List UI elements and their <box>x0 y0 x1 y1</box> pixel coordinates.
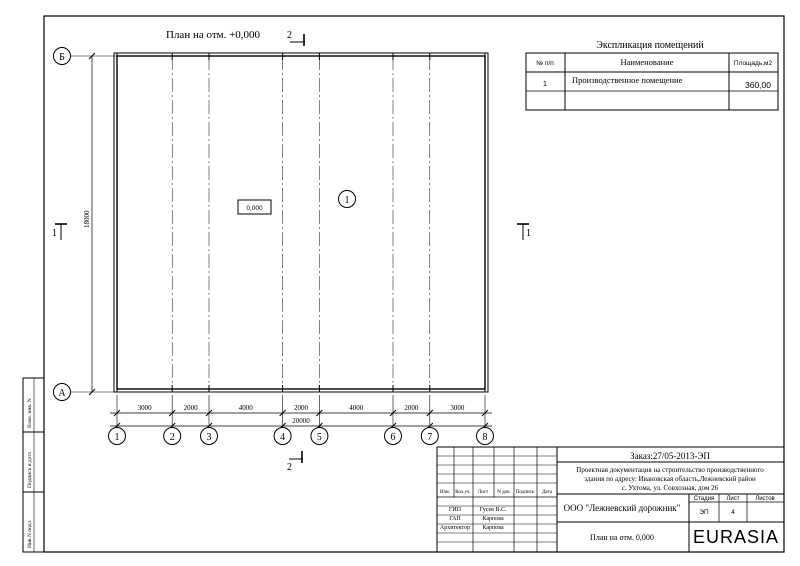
bay-dimension-label: 4000 <box>349 404 364 412</box>
building-outer-wall <box>114 53 488 392</box>
title-block-column-header: Подпись <box>515 490 535 495</box>
project-description-line: здания по адресу: Ивановская область,Лежневский район <box>584 475 756 483</box>
svg-text:А: А <box>58 388 66 399</box>
project-description-line: Проектная документация на строительство производственного <box>576 466 764 474</box>
axis-label: 3 <box>206 432 212 443</box>
horizontal-dimensions <box>110 395 492 429</box>
explication-cell: 360,00 <box>745 80 771 90</box>
stage-header: Стадия <box>693 496 715 502</box>
explication-cell: 1 <box>543 81 547 88</box>
axis-label: 7 <box>427 432 433 443</box>
staff-role: ГИП <box>448 507 462 513</box>
title-block <box>437 447 784 552</box>
svg-text:1: 1 <box>526 228 531 239</box>
level-mark <box>238 200 271 214</box>
title-block-column-header: N док. <box>497 490 511 495</box>
staff-name: Карпова <box>482 525 504 531</box>
side-stamp <box>23 378 44 552</box>
side-stamp-label: Инв.N подл. <box>27 519 33 548</box>
column-gridlines <box>117 53 485 392</box>
axis-label: 5 <box>316 432 322 443</box>
side-stamp-label: Взам. инв. N <box>27 398 33 428</box>
explication-cell: Производственное помещение <box>572 75 683 85</box>
staff-role: ГАП <box>449 516 461 522</box>
staff-name: Карпова <box>482 516 504 522</box>
title-block-column-header: Изм. <box>440 490 450 495</box>
svg-text:1: 1 <box>344 195 350 206</box>
sheet-number: 4 <box>731 509 735 516</box>
explication-header: № п/п <box>536 60 554 67</box>
eurasia-logo: EURASIA <box>692 527 780 547</box>
bay-dimension-labels <box>138 404 465 412</box>
order-number: Заказ:27/05-2013-ЭП <box>630 451 710 461</box>
axis-label: 1 <box>114 432 120 443</box>
axis-label: 2 <box>169 432 175 443</box>
section-marker-left <box>52 224 67 240</box>
section-marker-top <box>287 30 305 46</box>
total-dimension: 20000 <box>292 417 310 425</box>
plan-title: План на отм. +0,000 <box>166 29 261 41</box>
stage-value: ЭП <box>699 509 709 516</box>
title-block-column-header: Дата <box>542 490 552 495</box>
axis-label: 4 <box>280 432 286 443</box>
title-block-column-header: Лист <box>477 490 489 495</box>
explication-header: Площадь,м2 <box>733 60 773 67</box>
bay-dimension-label: 2000 <box>294 404 308 412</box>
bay-dimension-label: 2000 <box>183 404 198 412</box>
section-marker-right <box>517 224 531 240</box>
stage-header: Листов <box>755 496 775 502</box>
axis-label: 6 <box>390 432 396 443</box>
section-marker-bottom <box>287 451 303 473</box>
svg-text:18000: 18000 <box>83 210 91 228</box>
axis-row-a <box>54 384 118 401</box>
staff-name: Гусев В.С. <box>479 507 507 513</box>
project-description-line: с. Ухтома, ул. Совхозная, дом 26 <box>621 484 719 492</box>
axis-row-b <box>54 48 118 65</box>
svg-text:1: 1 <box>52 228 57 239</box>
side-stamp-label: Подпись и дата <box>27 452 33 488</box>
company-name: ООО "Лежневский дорожник" <box>563 503 681 513</box>
room-marker <box>339 191 356 208</box>
bay-dimension-label: 3000 <box>450 404 465 412</box>
explication-table <box>526 40 778 110</box>
staff-role: Архитектор <box>439 525 471 531</box>
svg-text:2: 2 <box>287 462 292 473</box>
explication-title: Экспликация помещений <box>596 40 704 51</box>
explication-header: Наименование <box>620 57 674 67</box>
axis-label: 8 <box>482 432 488 443</box>
svg-text:0,000: 0,000 <box>246 205 263 212</box>
column-axis-markers <box>109 428 494 445</box>
bay-dimension-label: 2000 <box>404 404 419 412</box>
bay-dimension-label: 4000 <box>238 404 253 412</box>
bay-dimension-label: 3000 <box>137 404 152 412</box>
vertical-dimension <box>83 53 95 395</box>
svg-text:2: 2 <box>287 30 292 41</box>
stage-header: Лист <box>726 496 740 502</box>
sheet-name: План на отм. 0,000 <box>590 533 654 542</box>
title-block-column-header: Кол.уч. <box>455 490 471 495</box>
svg-text:Б: Б <box>59 52 65 63</box>
